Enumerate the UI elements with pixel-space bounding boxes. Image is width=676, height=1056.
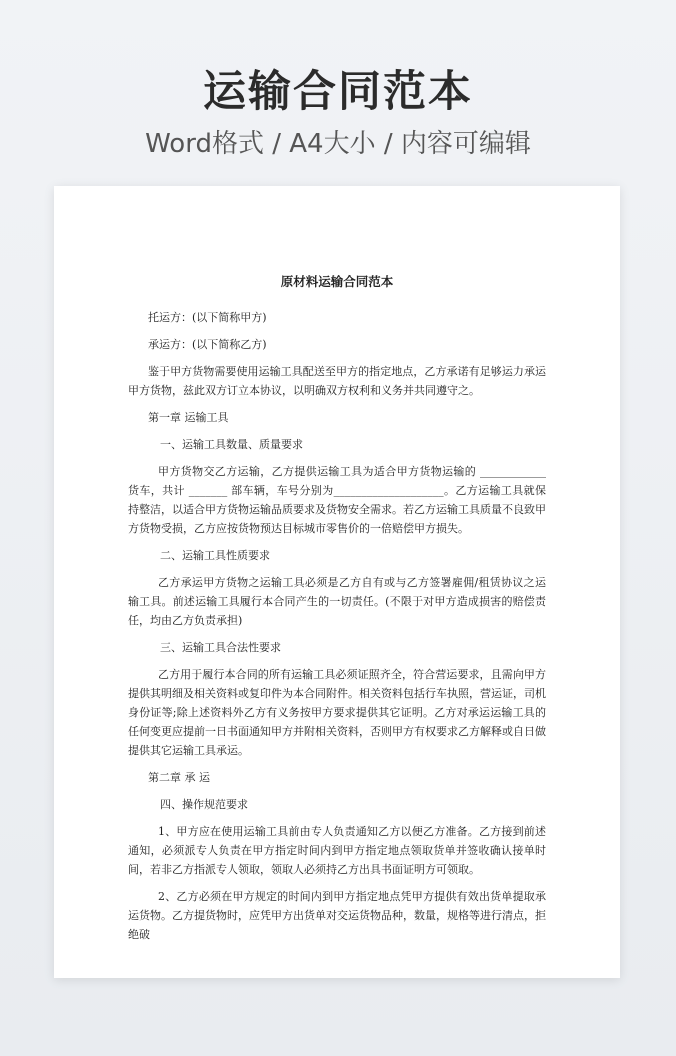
page-subtitle: Word格式 / A4大小 / 内容可编辑 bbox=[145, 129, 531, 159]
section-paragraph: 甲方货物交乙方运输，乙方提供运输工具为适合甲方货物运输的 ____________ 货车，共计 _______ 部车辆，车号分别为____________________。乙方运输工具就保持整洁，以适合甲方货物运输品质要求及货物安全需求。若乙方运输工具质量不良致甲方货物受损，乙方应按货物预达目标城市零售价的一倍赔偿甲方损失。 bbox=[128, 465, 546, 535]
section-heading: 二、运输工具性质要求 bbox=[160, 549, 270, 562]
section-heading: 一、运输工具数量、质量要求 bbox=[160, 438, 303, 451]
intro-paragraph: 鉴于甲方货物需要使用运输工具配送至甲方的指定地点，乙方承诺有足够运力承运甲方货物，兹此双方订立本协议，以明确双方权利和义务并共同遵守之。 bbox=[128, 365, 546, 397]
page-title: 运输合同范本 bbox=[203, 67, 473, 117]
chapter-heading: 第二章 承 运 bbox=[148, 771, 210, 784]
header bbox=[0, 62, 676, 162]
chapter-heading: 第一章 运输工具 bbox=[148, 411, 229, 424]
section-heading: 四、操作规范要求 bbox=[160, 798, 248, 811]
document-title: 原材料运输合同范本 bbox=[280, 274, 394, 289]
section-heading: 三、运输工具合法性要求 bbox=[160, 641, 281, 654]
document-page bbox=[54, 186, 620, 978]
section-paragraph: 乙方承运甲方货物之运输工具必须是乙方自有或与乙方签署雇佣/租赁协议之运输工具。前述运输工具履行本合同产生的一切责任。(不限于对甲方造成损害的赔偿责任，均由乙方负责承担) bbox=[128, 576, 546, 627]
list-item: 2、乙方必须在甲方规定的时间内到甲方指定地点凭甲方提供有效出货单提取承运货物。乙方提货物时，应凭甲方出货单对交运货物品种，数量，规格等进行清点，拒绝破 bbox=[128, 890, 546, 941]
shipper-line: 托运方：(以下简称甲方) bbox=[148, 311, 267, 324]
section-paragraph: 乙方用于履行本合同的所有运输工具必须证照齐全，符合营运要求，且需向甲方提供其明细及相关资料或复印件为本合同附件。相关资料包括行车执照，营运证，司机身份证等;除上述资料外乙方有义务按甲方要求提供其它证明。乙方对承运运输工具的任何变更应提前一日书面通知甲方并附相关资料，否则甲方有权要求乙方解释或自日做提供其它运输工具承运。 bbox=[128, 668, 546, 757]
carrier-line: 承运方：(以下简称乙方) bbox=[148, 338, 267, 351]
list-item: 1、甲方应在使用运输工具前由专人负责通知乙方以便乙方准备。乙方接到前述通知，必须派专人负责在甲方指定时间内到甲方指定地点领取货单并签收确认接单时间，若非乙方指派专人领取，领取人必须持乙方出具书面证明方可领取。 bbox=[128, 825, 546, 876]
